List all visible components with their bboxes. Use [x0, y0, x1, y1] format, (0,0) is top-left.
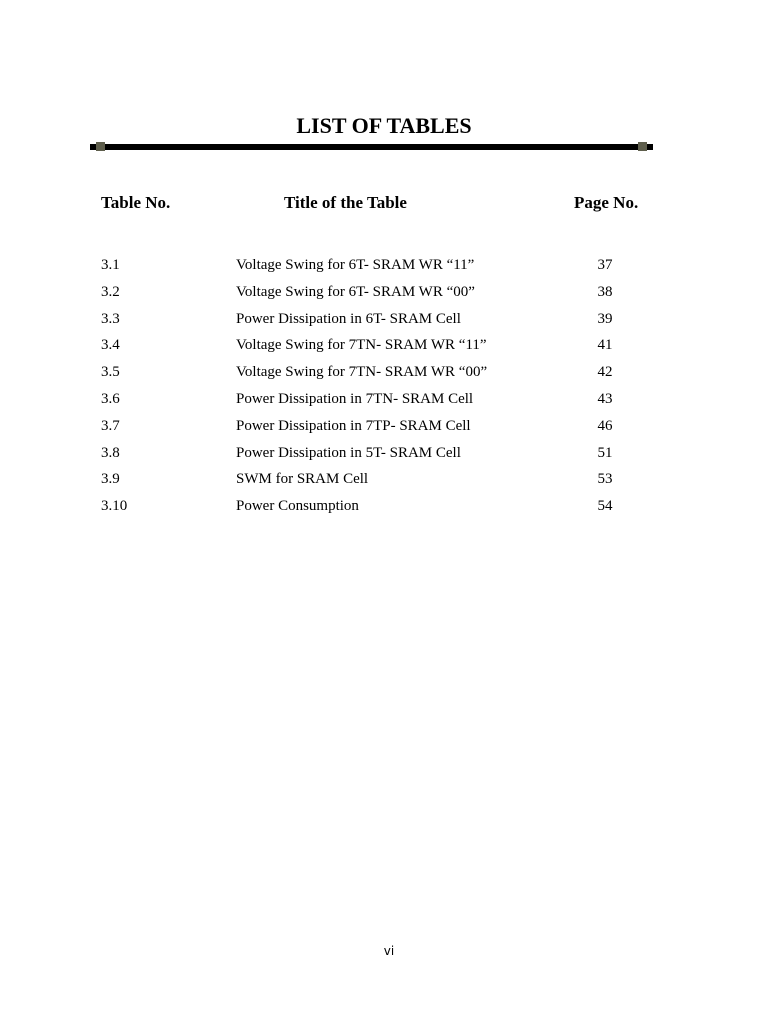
table-row[interactable] — [0, 388, 768, 415]
table-title: Voltage Swing for 7TN- SRAM WR “11” — [236, 337, 487, 354]
title-divider — [90, 144, 653, 150]
table-number: 3.1 — [101, 257, 120, 273]
table-row[interactable] — [0, 468, 768, 495]
table-row[interactable] — [0, 308, 768, 335]
table-number: 3.10 — [101, 498, 128, 515]
table-page: 53 — [597, 471, 613, 488]
table-number: 3.5 — [101, 364, 120, 381]
table-number: 3.6 — [101, 390, 120, 407]
table-row[interactable] — [0, 442, 768, 469]
table-row[interactable] — [0, 254, 768, 281]
table-title: Power Consumption — [236, 498, 359, 515]
table-row[interactable] — [0, 334, 768, 361]
table-number: 3.2 — [101, 283, 120, 300]
page-title: LIST OF TABLES — [296, 112, 472, 138]
table-page: 42 — [597, 364, 613, 381]
table-page: 54 — [597, 498, 613, 515]
divider-left-ornament — [96, 142, 105, 151]
table-title: SWM for SRAM Cell — [236, 471, 369, 488]
table-title: Voltage Swing for 6T- SRAM WR “00” — [236, 283, 475, 300]
table-number: 3.9 — [101, 471, 120, 488]
table-number: 3.4 — [101, 337, 120, 354]
table-title: Power Dissipation in 7TP- SRAM Cell — [236, 417, 471, 434]
table-title: Voltage Swing for 6T- SRAM WR “11” — [236, 257, 475, 273]
divider-right-ornament — [638, 142, 647, 151]
table-number: 3.7 — [101, 417, 120, 434]
table-title: Power Dissipation in 7TN- SRAM Cell — [236, 390, 474, 407]
header-page-number: Page No. — [574, 193, 639, 212]
table-page: 51 — [597, 444, 613, 461]
table-page: 41 — [597, 337, 613, 354]
table-page: 39 — [597, 310, 613, 327]
table-title: Power Dissipation in 6T- SRAM Cell — [236, 310, 461, 327]
header-table-number: Table No. — [101, 193, 171, 212]
table-number: 3.8 — [101, 444, 120, 461]
page-number: vi — [383, 944, 395, 958]
table-title: Voltage Swing for 7TN- SRAM WR “00” — [236, 364, 488, 381]
table-page: 37 — [597, 257, 613, 273]
table-list — [0, 254, 768, 522]
table-page: 43 — [597, 390, 613, 407]
header-table-title: Title of the Table — [284, 193, 407, 212]
table-row[interactable] — [0, 361, 768, 388]
table-row[interactable] — [0, 495, 768, 522]
table-page: 38 — [597, 283, 613, 300]
table-page: 46 — [597, 417, 613, 434]
table-row[interactable] — [0, 415, 768, 442]
table-title: Power Dissipation in 5T- SRAM Cell — [236, 444, 461, 461]
table-number: 3.3 — [101, 310, 120, 327]
table-row[interactable] — [0, 281, 768, 308]
